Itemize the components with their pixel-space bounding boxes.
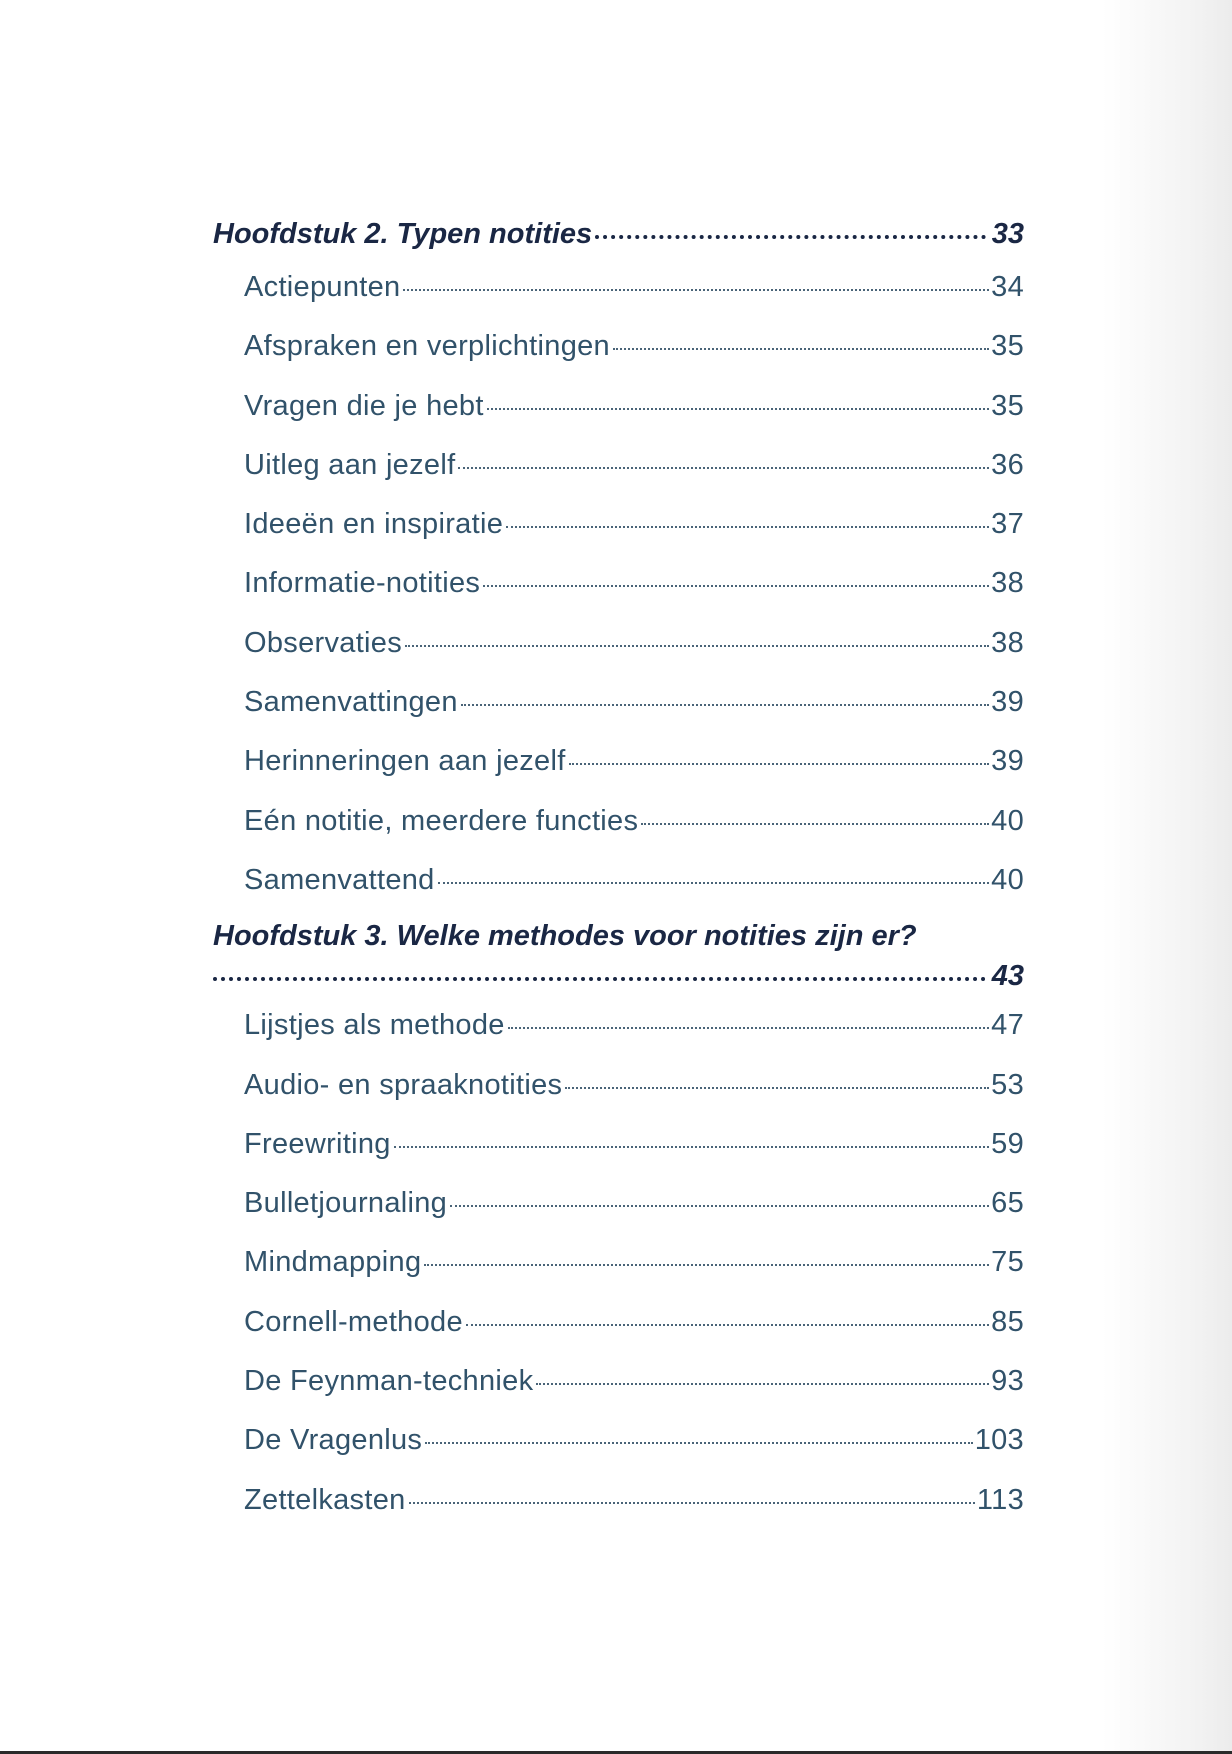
- entry-title: Bulletjournaling: [244, 1187, 448, 1220]
- entry-title: De Feynman-techniek: [244, 1365, 534, 1398]
- dot-leader: [536, 1383, 989, 1385]
- toc-entry[interactable]: [213, 732, 1024, 791]
- toc-entry[interactable]: [213, 554, 1024, 613]
- entry-title: Audio- en spraaknotities: [244, 1068, 563, 1101]
- dot-leader: [565, 1087, 989, 1089]
- toc-entry[interactable]: [213, 1411, 1024, 1470]
- entry-title: Afspraken en verplichtingen: [244, 330, 610, 363]
- entry-title: Mindmapping: [244, 1246, 422, 1279]
- toc-entry[interactable]: [213, 1174, 1024, 1233]
- page-edge-shadow: [1102, 0, 1232, 1754]
- dot-leader: [424, 1264, 989, 1266]
- entry-title: Ideeën en inspiratie: [244, 508, 504, 541]
- entry-page-number: 113: [976, 1483, 1024, 1516]
- entry-page-number: 35: [991, 389, 1024, 422]
- entry-title: Samenvattingen: [244, 686, 458, 719]
- entry-page-number: 38: [991, 567, 1024, 600]
- entry-page-number: 40: [991, 863, 1024, 896]
- entry-title: De Vragenlus: [244, 1424, 423, 1457]
- toc-entry[interactable]: [213, 495, 1024, 554]
- toc-entry[interactable]: [213, 673, 1024, 732]
- entry-page-number: 103: [974, 1424, 1024, 1457]
- chapter-page-number: 43: [991, 960, 1024, 993]
- entry-title: Informatie-notities: [244, 567, 481, 600]
- entry-title: Lijstjes als methode: [244, 1009, 505, 1042]
- dot-leader: [458, 467, 989, 469]
- entry-page-number: 59: [991, 1127, 1024, 1160]
- dot-leader: [409, 1502, 975, 1504]
- dot-leader: [483, 585, 989, 587]
- toc-entry[interactable]: [213, 1056, 1024, 1115]
- entry-page-number: 53: [991, 1068, 1024, 1101]
- toc-entry[interactable]: [213, 1293, 1024, 1352]
- toc-entry[interactable]: [213, 1233, 1024, 1292]
- entry-title: Vragen die je hebt: [244, 389, 484, 422]
- toc-entry[interactable]: [213, 1115, 1024, 1174]
- entry-page-number: 93: [991, 1365, 1024, 1398]
- entry-title: Cornell-methode: [244, 1305, 463, 1338]
- dot-leader: [425, 1442, 972, 1444]
- dot-leader: [508, 1027, 989, 1029]
- entry-page-number: 35: [991, 330, 1024, 363]
- toc-entry[interactable]: [213, 1352, 1024, 1411]
- dot-leader: [438, 882, 990, 884]
- entry-page-number: 39: [991, 686, 1024, 719]
- chapter-title: Hoofdstuk 3. Welke methodes voor notities zijn er?: [213, 920, 917, 953]
- dot-leader: [613, 348, 989, 350]
- entry-title: Zettelkasten: [244, 1483, 406, 1516]
- dot-leader: [461, 704, 989, 706]
- toc-entry[interactable]: [213, 377, 1024, 436]
- entry-page-number: 34: [991, 271, 1024, 303]
- dot-leader: [394, 1146, 989, 1148]
- toc-entry[interactable]: [213, 317, 1024, 376]
- dot-leader: [213, 977, 986, 981]
- entry-title: Uitleg aan jezelf: [244, 448, 456, 481]
- chapter-heading[interactable]: [213, 916, 1024, 996]
- toc-entry[interactable]: [213, 851, 1024, 910]
- dot-leader: [487, 408, 989, 410]
- entry-page-number: 47: [991, 1009, 1024, 1042]
- table-of-contents: [213, 210, 1024, 1530]
- chapter-title: Hoofdstuk 2. Typen notities: [213, 218, 593, 250]
- entry-title: Actiepunten: [244, 271, 401, 303]
- chapter-heading[interactable]: [213, 210, 1024, 258]
- toc-entry[interactable]: [213, 258, 1024, 317]
- entry-page-number: 65: [991, 1187, 1024, 1220]
- entry-title: Freewriting: [244, 1127, 391, 1160]
- toc-entry[interactable]: [213, 614, 1024, 673]
- entry-title: Samenvattend: [244, 863, 435, 896]
- toc-entry[interactable]: [213, 996, 1024, 1055]
- entry-page-number: 40: [991, 804, 1024, 837]
- entry-page-number: 38: [991, 626, 1024, 659]
- dot-leader: [405, 645, 989, 647]
- dot-leader: [450, 1205, 989, 1207]
- toc-entry[interactable]: [213, 792, 1024, 851]
- entry-page-number: 37: [991, 508, 1024, 541]
- entry-page-number: 75: [991, 1246, 1024, 1279]
- dot-leader: [641, 823, 989, 825]
- entry-title: Eén notitie, meerdere functies: [244, 804, 639, 837]
- dot-leader: [595, 235, 986, 239]
- entry-page-number: 36: [991, 448, 1024, 481]
- dot-leader: [569, 763, 990, 765]
- dot-leader: [403, 289, 989, 291]
- toc-entry[interactable]: [213, 1471, 1024, 1530]
- entry-page-number: 85: [991, 1305, 1024, 1338]
- dot-leader: [466, 1324, 989, 1326]
- chapter-page-number: 33: [991, 218, 1024, 250]
- entry-page-number: 39: [991, 745, 1024, 778]
- entry-title: Herinneringen aan jezelf: [244, 745, 566, 778]
- toc-entry[interactable]: [213, 436, 1024, 495]
- entry-title: Observaties: [244, 626, 403, 659]
- dot-leader: [506, 526, 989, 528]
